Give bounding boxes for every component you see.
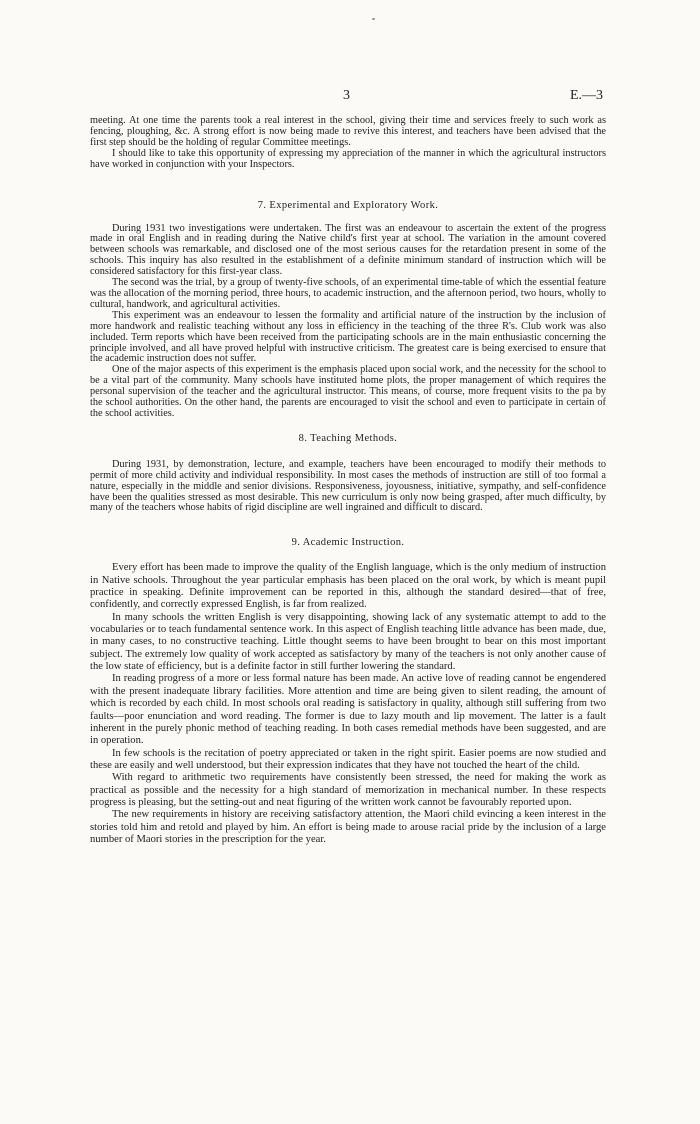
page-number: 3: [343, 88, 350, 103]
section-9-paragraph: Every effort has been made to improve the quality of the English language, which is the only medium of instruction in Native schools. Throughout the year particular emphasis has been placed on the oral work, by which is meant pupil practice in speaking. Definite improvement can be reported in this, although the standard desired—that of free, confidently, and correctly expressed English, is far from realized.: [90, 562, 606, 611]
intro-paragraph-2: I should like to take this opportunity of expressing my appreciation of the manner in which the agricultural instructors have worked in conjunction with your Inspectors.: [90, 147, 606, 170]
section-9-paragraph: In reading progress of a more or less formal nature has been made. An active love of reading cannot be engendered with the present inadequate library facilities. More attention and time are being given to silent reading, the amount of which is recorded by each child. In most schools oral reading is satisfactory in quality, although still suffering from two faults—poor enunciation and word reading. The former is due to lazy mouth and lip movement. The latter is a fault inherent in the purely phonic method of teaching reading. In both cases remedial methods have been suggested, and are in operation.: [90, 673, 606, 747]
section-8-paragraph: During 1931, by demonstration, lecture, and example, teachers have been encouraged to modify their methods to permit of more child activity and individual responsibility. In most cases the methods of instruction are still of too formal a nature, especially in the middle and senior divisions. Responsiveness, joyousness, initiative, sympathy, and self-confidence have been the qualities stressed as most desirable. This new curriculum is only now being grasped, after much difficulty, by many of the teachers whose habits of rigid discipline are well ingrained and difficult to discard.: [90, 458, 606, 514]
section-7-paragraph: One of the major aspects of this experiment is the emphasis placed upon social work, and the necessity for the school to be a vital part of the community. Many schools have instituted home plots, the proper management of which requires the personal supervision of the teacher and the agricultural instructor. This means, of course, more frequent visits to the pa by the school authorities. On the other hand, the parents are encouraged to visit the school and even to participate in certain of the school activities.: [90, 364, 606, 419]
series-reference: E.—3: [569, 88, 603, 103]
section-9-paragraph: In many schools the written English is very disappointing, showing lack of any systematic attempt to add to the vocabularies or to teach fundamental sentence work. In this aspect of English teaching little advance has been made, due, in many cases, to no constructive teaching. Little thought seems to have been brought to bear on this most important subject. The extremely low quality of work accepted as satisfactory by many of the teachers is not only another cause of the low state of efficiency, but is a definite factor in still further lowering the standard.: [90, 611, 606, 673]
section-9-paragraph: The new requirements in history are receiving satisfactory attention, the Maori child evincing a keen interest in the stories told him and retold and played by him. An effort is being made to arouse racial pride by the inclusion of a large number of Maori stories in the prescription for the year.: [90, 809, 606, 845]
intro-paragraph-1: meeting. At one time the parents took a real interest in the school, giving their time and services freely to such work as fencing, ploughing, &c. A strong effort is now being made to revive this interest, and teachers have been advised that the first step should be the holding of regular Committee meetings.: [90, 115, 606, 148]
section-8-heading: 8. Teaching Methods.: [298, 432, 398, 444]
section-9-paragraph: In few schools is the recitation of poetry appreciated or taken in the right spirit. Easier poems are now studied and these are easily and well understood, but their expression indicates that they have not touched the heart of the child.: [90, 747, 606, 771]
section-9-heading: 9. Academic Instruction.: [291, 537, 405, 549]
section-7-heading: 7. Experimental and Exploratory Work.: [257, 199, 439, 211]
page-body: [90, 116, 606, 846]
ink-speck: [372, 18, 375, 20]
section-7-paragraph: During 1931 two investigations were undertaken. The first was an endeavour to ascertain the extent of the progress made in oral English and in reading during the Native child's first year at school. The variation in the amount covered between schools was remarkable, and disclosed one of the most serious causes for the retardation present in some of the schools. This inquiry has also resulted in the establishment of a definite minimum standard of instruction which will be considered satisfactory for this first-year class.: [90, 222, 606, 278]
section-9-paragraph: With regard to arithmetic two requirements have consistently been stressed, the need for making the work as practical as possible and the necessity for a high standard of memorization in mechanical number. In these respects progress is pleasing, but the setting-out and neat figuring of the written work cannot be favourably reported upon.: [90, 772, 606, 808]
section-7-paragraph: This experiment was an endeavour to lessen the formality and artificial nature of the instruction by the inclusion of more handwork and realistic teaching without any loss in efficiency in the teaching of the three R's. Club work was also included. Term reports which have been received from the participating schools are in the main enthusiastic concerning the principle involved, and all have proved helpful with instructive criticism. The greatest care is being exercised to ensure that the academic instruction does not suffer.: [90, 309, 606, 365]
page-header: [0, 88, 700, 108]
section-7-paragraph: The second was the trial, by a group of twenty-five schools, of an experimental time-table of which the essential feature was the allocation of the morning period, three hours, to academic instruction, and the afternoon period, two hours, wholly to cultural, handwork, and agricultural activities.: [90, 277, 606, 310]
